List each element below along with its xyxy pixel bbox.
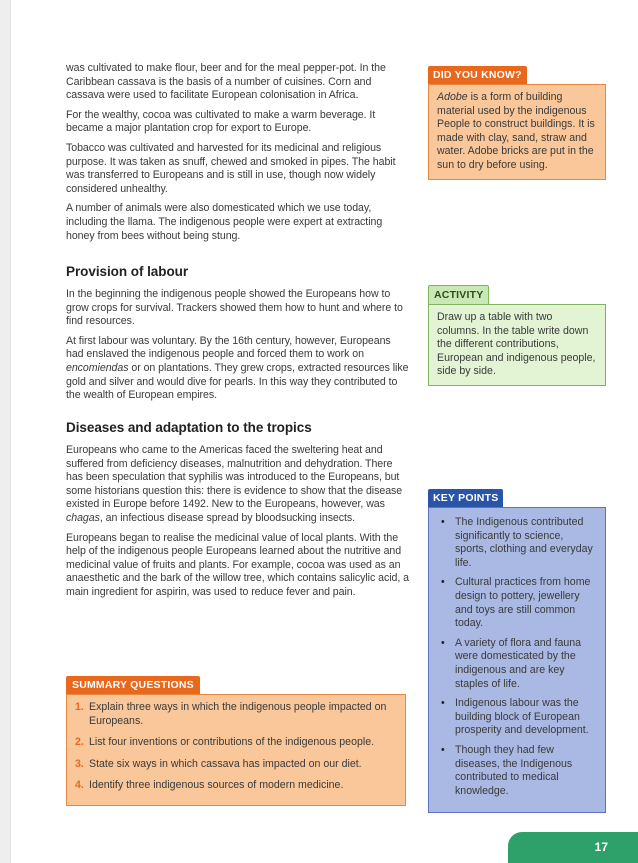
summary-questions-body <box>66 694 406 806</box>
page-number-tab <box>508 832 638 863</box>
page-number: 17 <box>594 840 608 854</box>
activity-body: Draw up a table with two columns. In the table write down the different contributions, European and indigenous people, side by side. <box>428 304 606 386</box>
list-item: • Indigenous labour was the building block of European prosperity and development. <box>437 697 597 738</box>
list-item: • Though they had few diseases, the Indigenous contributed to medical knowledge. <box>437 744 597 798</box>
summary-questions-box <box>66 676 406 806</box>
did-you-know-body: Adobe is a form of building material used by the indigenous People to construct buildings. It is made with clay, sand, straw and water. Adobe bricks are put in the sun to dry before using. <box>428 84 606 180</box>
key-points-body <box>428 507 606 813</box>
intro-paragraph: A number of animals were also domesticated which we use today, including the llama. The indigenous people were expert at extracting honey from bees without being stung. <box>66 202 383 242</box>
labour-paragraph: In the beginning the indigenous people showed the Europeans how to grow crops for survival. Trackers showed them how to hunt and where to find resources. <box>66 288 403 328</box>
activity-box <box>428 285 606 386</box>
disease-paragraph: Europeans began to realise the medicinal value of local plants. With the help of the indigenous people Europeans learned about the nutritive and medicinal value of fruits and plants. For example, cocoa was used as an anaesthetic and the bark of the willow tree, which contains salicylic acid, a main ingredient for aspirin, was used to reduce fever and pain. <box>66 531 409 598</box>
labour-section <box>66 288 410 409</box>
disease-paragraph: Europeans who came to the Americas faced the sweltering heat and suffered from deficiency diseases, malnutrition and dehydration. There has been speculation that syphilis was introduced to the Europeans, but some historians question this: there is evidence to show that the disease existed in Europe before 1492. New to the Europeans, however, was chagas, an infectious disease spread by bloodsucking insects. <box>66 444 403 524</box>
key-points-title: KEY POINTS <box>428 489 503 507</box>
list-item: 4. Identify three indigenous sources of modern medicine. <box>75 779 344 792</box>
key-points-list <box>437 516 597 798</box>
list-item: 2. List four inventions or contributions of the indigenous people. <box>75 736 375 749</box>
intro-paragraph: was cultivated to make flour, beer and for the meal pepper-pot. In the Caribbean cassava is the basis of a number of cuisines. Corn and cassava were used to facilitate European colonisation in Africa. <box>66 62 386 102</box>
italic-term: encomiendas <box>66 361 129 374</box>
list-item: • Cultural practices from home design to pottery, jewellery and toys are still common today. <box>437 576 597 630</box>
intro-section <box>66 62 410 249</box>
list-item: • The Indigenous contributed significantly to science, sports, clothing and everyday life. <box>437 516 597 570</box>
summary-questions-list <box>73 701 399 793</box>
list-item: 3. State six ways in which cassava has impacted on our diet. <box>75 757 362 770</box>
section-heading-diseases: Diseases and adaptation to the tropics <box>66 420 312 435</box>
question-number: 1. <box>75 701 84 713</box>
labour-paragraph: At first labour was voluntary. By the 16th century, however, Europeans had enslaved the indigenous people and forced them to work on encomiendas or on plantations. They grew crops, extracted resources like gold and silver and would dive for pearls. In this way they contributed to the wealth of European empires. <box>66 334 409 402</box>
intro-paragraph: For the wealthy, cocoa was cultivated to make a warm beverage. It became a major plantation crop for export to Europe. <box>66 108 376 135</box>
question-number: 2. <box>75 736 84 749</box>
list-item: • A variety of flora and fauna were domesticated by the indigenous and are key staples of life. <box>437 637 597 691</box>
summary-questions-title: SUMMARY QUESTIONS <box>66 676 200 694</box>
page-binding-edge <box>0 0 11 863</box>
did-you-know-title: DID YOU KNOW? <box>428 66 527 84</box>
did-you-know-box <box>428 66 606 180</box>
disease-section <box>66 444 410 606</box>
list-item: 1. Explain three ways in which the indigenous people impacted on Europeans. <box>75 701 387 727</box>
section-heading-labour: Provision of labour <box>66 264 189 279</box>
activity-title: ACTIVITY <box>428 285 489 304</box>
question-number: 4. <box>75 779 84 792</box>
intro-paragraph: Tobacco was cultivated and harvested for its medicinal and religious purpose. It was taken as snuff, chewed and smoked in pipes. The habit was transferred to Europeans and is still in use, though now widely considered unhealthy. <box>66 141 396 195</box>
question-number: 3. <box>75 757 84 770</box>
italic-term: chagas <box>66 511 100 524</box>
italic-term: Adobe <box>437 91 468 103</box>
key-points-box <box>428 489 606 813</box>
